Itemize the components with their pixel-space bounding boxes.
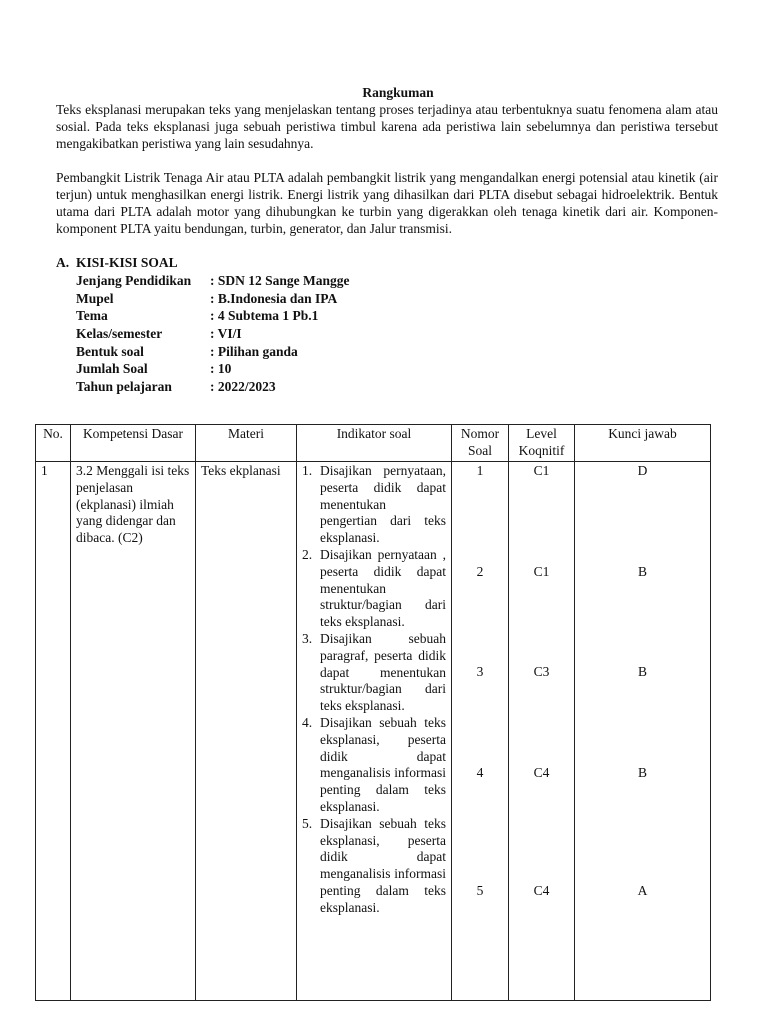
cell-materi: Teks ekplanasi [196, 462, 297, 1001]
info-row [76, 307, 718, 325]
info-row [76, 325, 718, 343]
kunci-value: B [637, 765, 647, 780]
indikator-number: 1. [302, 463, 313, 478]
info-label: Bentuk soal [76, 343, 144, 359]
indikator-item [302, 715, 446, 816]
cell-no: 1 [36, 462, 71, 1001]
header-nomor: Nomor Soal [452, 425, 509, 462]
info-label: Kelas/semester [76, 326, 163, 342]
summary-paragraph-2: Pembangkit Listrik Tenaga Air atau PLTA adalah pembangkit listrik yang mengandalkan energi potensial atau kinetik (air terjun) untuk menghasilkan energi listrik. Energi listrik yang dihasilkan dari PLTA disebut sebagai hidroelektrik. Bentuk utama dari PLTA adalah motor yang dihubungkan ke turbin yang digerakkan oleh tenaga kinetik dari air. Komponen-komponent PLTA yaitu bendungan, turbin, generator, dan Jalur transmisi. [56, 170, 718, 236]
nomor-value: 5 [476, 883, 484, 898]
indikator-list [302, 463, 446, 917]
kisi-kisi-table [35, 424, 711, 1001]
document-page [56, 84, 718, 396]
info-value: : 10 [210, 361, 232, 377]
indikator-number: 3. [302, 630, 313, 646]
info-value: : B.Indonesia dan IPA [210, 290, 338, 306]
header-kompetensi: Kompetensi Dasar [71, 425, 196, 462]
nomor-value: 1 [476, 463, 484, 478]
kunci-value: B [637, 564, 647, 579]
indikator-number: 4. [302, 714, 313, 730]
table-header-row [36, 425, 711, 462]
info-row [76, 272, 718, 290]
table-row [36, 462, 711, 1001]
indikator-number: 5. [302, 815, 313, 831]
section-letter: A. [56, 255, 70, 270]
nomor-value: 4 [476, 765, 484, 780]
level-value: C1 [533, 564, 550, 579]
indikator-text: Disajikan sebuah paragraf, peserta didik dapat menentukan struktur/bagian dari teks eksplanasi. [320, 630, 446, 714]
info-row [76, 343, 718, 361]
info-value: : 4 Subtema 1 Pb.1 [210, 308, 319, 324]
level-value: C1 [533, 463, 550, 478]
section-heading [56, 254, 718, 271]
indikator-text: Disajikan pernyataan , peserta didik dapat menentukan struktur/bagian dari teks eksplanasi. [320, 546, 446, 630]
section-title: KISI-KISI SOAL [76, 255, 178, 270]
level-value: C3 [533, 664, 550, 679]
info-label: Jumlah Soal [76, 361, 148, 377]
level-value: C4 [533, 883, 550, 898]
header-kunci: Kunci jawab [575, 425, 711, 462]
summary-title: Rangkuman [362, 85, 434, 100]
info-row [76, 378, 718, 396]
summary-paragraph-1: Teks eksplanasi merupakan teks yang menjelaskan tentang proses terjadinya atau terbentuknya suatu fenomena alam atau sosial. Pada teks eksplanasi juga sebuah peristiwa timbul karena ada peristiwa lain sebelumnya dan peristiwa tersebut mengakibatkan peristiwa yang lain sesudahnya. [56, 102, 718, 151]
kunci-value: A [637, 883, 648, 898]
indikator-item [302, 631, 446, 715]
level-value: C4 [533, 765, 550, 780]
cell-level [509, 462, 575, 1001]
cell-kompetensi: 3.2 Menggali isi teks penjelasan (ekplanasi) ilmiah yang didengar dan dibaca. (C2) [71, 462, 196, 1001]
info-label: Tahun pelajaran [76, 379, 172, 395]
cell-indikator [297, 462, 452, 1001]
kisi-kisi-section [56, 254, 718, 396]
indikator-text: Disajikan pernyataan, peserta didik dapat menentukan pengertian dari teks eksplanasi. [320, 463, 446, 546]
header-level: Level Koqnitif [509, 425, 575, 462]
nomor-value: 3 [476, 664, 484, 679]
info-list [76, 272, 718, 396]
indikator-item [302, 463, 446, 547]
info-label: Mupel [76, 290, 114, 306]
indikator-text: Disajikan sebuah teks eksplanasi, peserta didik dapat menganalisis informasi penting dalam teks eksplanasi. [320, 714, 446, 814]
header-materi: Materi [196, 425, 297, 462]
info-value: : SDN 12 Sange Mangge [210, 273, 350, 288]
indikator-item [302, 816, 446, 917]
cell-kunci [575, 462, 711, 1001]
info-label: Tema [76, 308, 108, 324]
indikator-number: 2. [302, 546, 313, 562]
kunci-value: B [637, 664, 647, 679]
header-indikator: Indikator soal [297, 425, 452, 462]
header-no: No. [36, 425, 71, 462]
info-value: : Pilihan ganda [210, 343, 298, 359]
indikator-item [302, 547, 446, 631]
nomor-value: 2 [476, 564, 484, 579]
info-value: : 2022/2023 [210, 379, 276, 395]
info-value: : VI/I [210, 326, 242, 342]
indikator-text: Disajikan sebuah teks eksplanasi, peserta didik dapat menganalisis informasi penting dalam teks eksplanasi. [320, 815, 446, 915]
info-row [76, 360, 718, 378]
cell-nomor [452, 462, 509, 1001]
info-label: Jenjang Pendidikan [76, 273, 192, 288]
info-row [76, 290, 718, 308]
kunci-value: D [637, 463, 648, 478]
